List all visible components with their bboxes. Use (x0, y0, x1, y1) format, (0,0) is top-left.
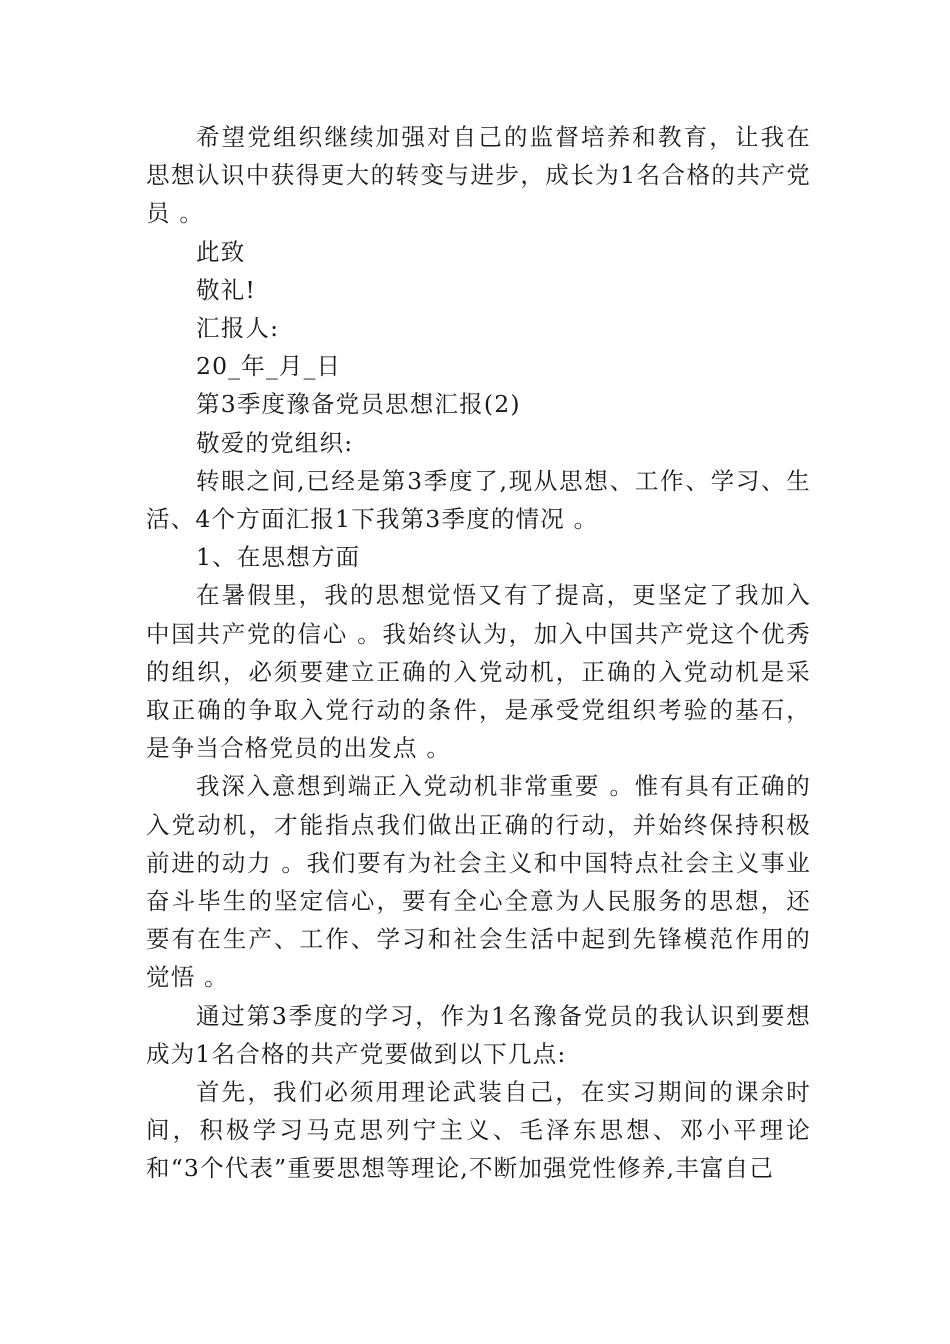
paragraph-motivation: 我深入意想到端正入党动机非常重要 。惟有具有正确的入党动机，才能指点我们做出正确的行动，并始终保持积极前进的动力 。我们要有为社会主义和中国特点社会主义事业奋斗毕生的坚定信心，要有全心全意为人民服务的思想，还要有在生产、工作、学习和社会生活中起到先锋模范作用的觉悟 。 (146, 772, 811, 992)
paragraph-supervision: 希望党组织继续加强对自己的监督培养和教育，让我在思想认识中获得更大的转变与进步，成长为1名合格的共产党员 。 (146, 123, 811, 228)
reporter-label: 汇报人: (196, 314, 280, 343)
paragraph-first: 首先，我们必须用理论武装自己，在实习期间的课余时间，积极学习马克思列宁主义、毛泽东思想、邓小平理论和“3个代表”重要思想等理论,不断加强党性修养,丰富自己 (146, 1078, 811, 1183)
date-line: 20_年_月_日 (196, 352, 342, 381)
document-page (146, 118, 811, 1188)
greeting: 敬爱的党组织: (196, 428, 354, 457)
paragraph-intro: 转眼之间,已经是第3季度了,现从思想、工作、学习、生活、4个方面汇报1下我第3季度的情况 。 (146, 466, 811, 534)
closing-respect: 敬礼! (196, 275, 257, 304)
paragraph-summer: 在暑假里，我的思想觉悟又有了提高，更坚定了我加入中国共产党的信心 。我始终认为，加入中国共产党这个优秀的组织，必须要建立正确的入党动机，正确的入党动机是采取正确的争取入党行动的条件，是承受党组织考验的基石，是争当合格党员的出发点 。 (146, 581, 811, 763)
subheading-thought: 1、在思想方面 (196, 543, 361, 572)
paragraph-learning: 通过第3季度的学习，作为1名豫备党员的我认识到要想成为1名合格的共产党要做到以下几点: (146, 1001, 811, 1068)
section-title: 第3季度豫备党员思想汇报(2) (196, 390, 521, 419)
closing-salutation: 此致 (196, 237, 246, 266)
